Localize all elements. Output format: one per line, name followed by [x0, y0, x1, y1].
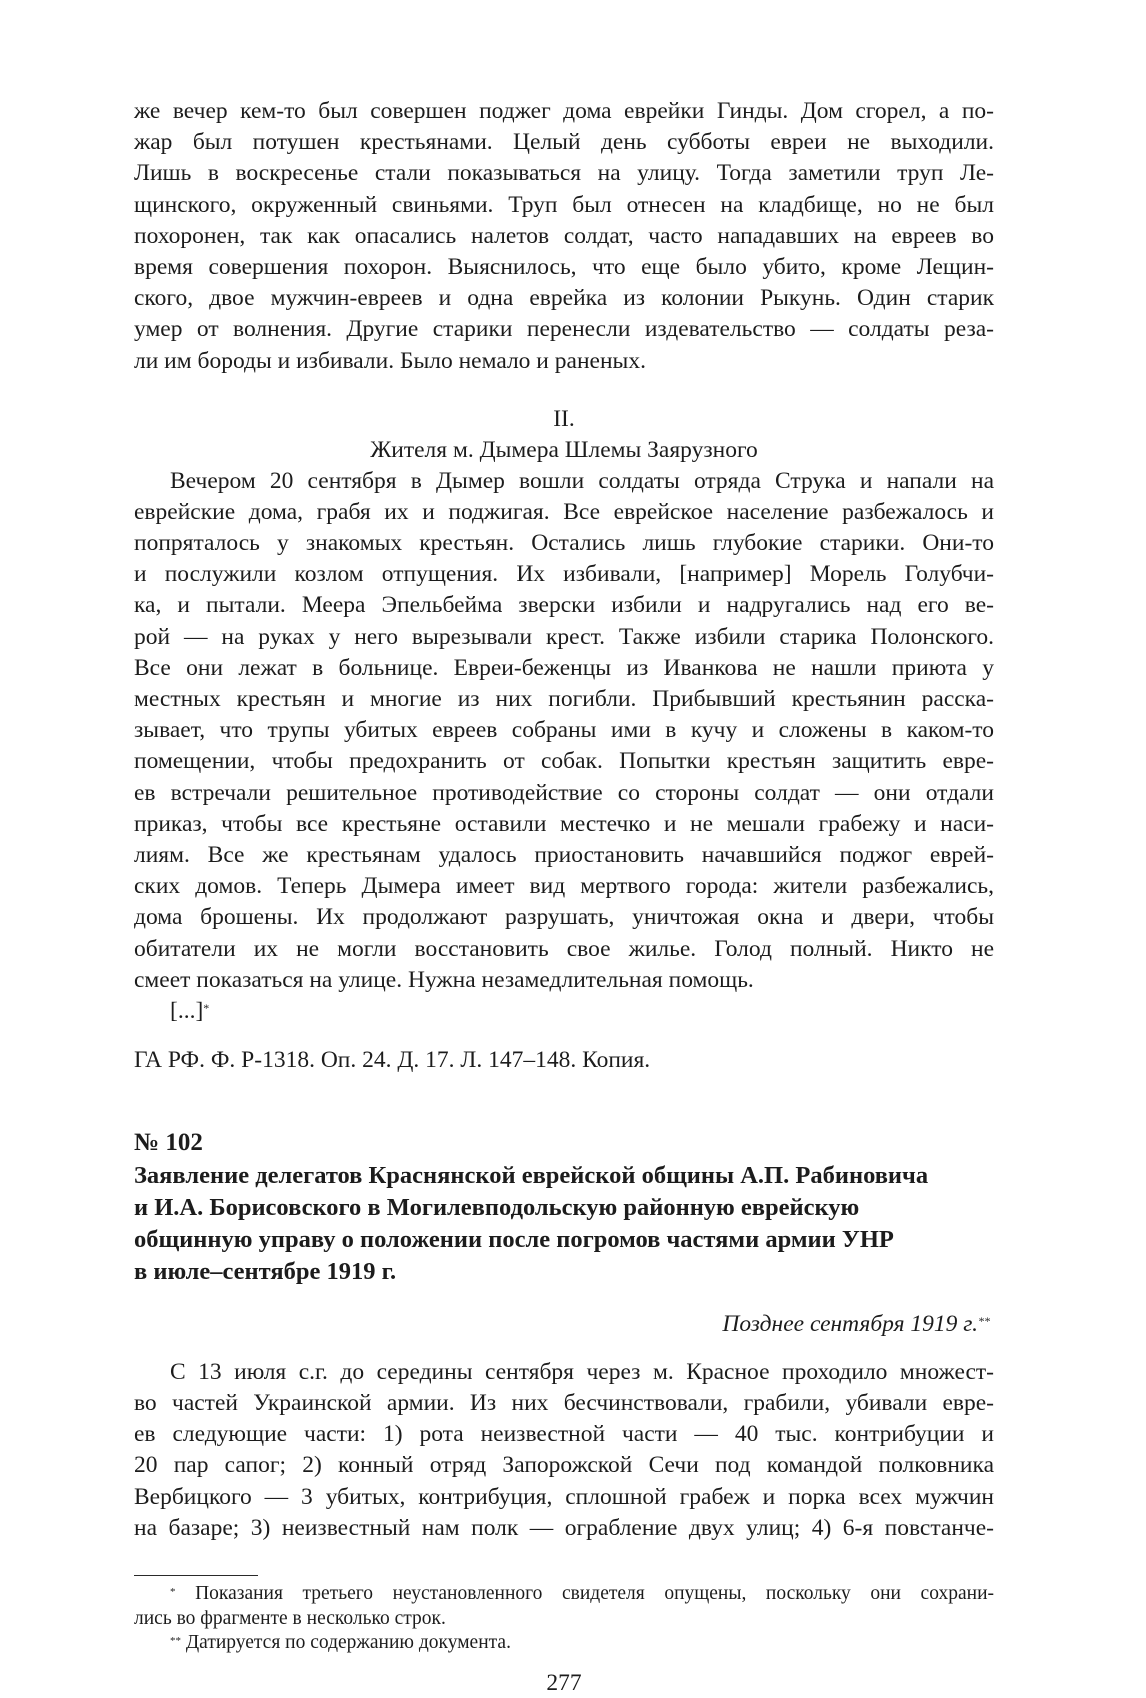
paragraph-document102 — [134, 1357, 994, 1544]
text-line: С 13 июля с.г. до середины сентября через м. Красное проходило множест- — [170, 1358, 994, 1385]
text-line: 20 пар сапог; 2) конный отряд Запорожской Сечи под командой полковника — [134, 1452, 994, 1479]
title-line: Заявление делегатов Краснянской еврейской общины А.П. Рабиновича — [134, 1161, 929, 1189]
document-title — [134, 1160, 994, 1288]
section-number: II. — [553, 405, 575, 432]
text-line: лиям. Все же крестьянам удалось приостановить начавшийся поджог еврей- — [134, 841, 994, 868]
title-line: в июле–сентябре 1919 г. — [134, 1257, 397, 1285]
footnote-line — [134, 1631, 994, 1656]
text-line: время совершения похорон. Выяснилось, что еще было убито, кроме Лещин- — [134, 253, 994, 280]
text-line: похоронен, так как опасались налетов солдат, часто нападавших на евреев во — [134, 222, 994, 249]
text-line: ка, и пытали. Меера Эпельбейма зверски избили и надругались над его ве- — [134, 592, 994, 619]
text-line: Все они лежат в больнице. Евреи-беженцы из Иванкова не нашли приюта у — [134, 654, 994, 681]
text-line: умер от волнения. Другие старики перенесли издевательство — солдаты реза- — [134, 316, 994, 343]
text-line: Вечером 20 сентября в Дымер вошли солдаты отряда Струка и напали на — [170, 467, 994, 494]
text-line: ских домов. Теперь Дымера имеет вид мертвого города: жители разбежались, — [134, 873, 994, 900]
text-line: рой — на руках у него вырезывали крест. Также избили старика Полонского. — [134, 623, 994, 650]
text-line: жар был потушен крестьянами. Целый день субботы евреи не выходили. — [134, 129, 994, 156]
text-line: зывает, что трупы убитых евреев собраны ими в кучу и сложены в каком-то — [134, 717, 994, 744]
footnote-line: лись во фрагменте в несколько строк. — [134, 1607, 446, 1629]
text-line: помещении, чтобы предохранить от собак. Попытки крестьян защитить евре- — [134, 748, 994, 775]
paragraph-section1-end — [134, 96, 994, 377]
footnote-text: Показания третьего неустановленного свидетеля опущены, поскольку они сохрани- — [195, 1583, 994, 1604]
text-line: местных крестьян и многие из них погибли. Прибывший крестьянин расска- — [134, 686, 994, 712]
text-line: попряталось у знакомых крестьян. Остались лишь глубокие старики. Они-то — [134, 530, 994, 557]
page-number: 277 — [546, 1669, 582, 1696]
footnote-line — [134, 1582, 994, 1607]
omission-marker — [134, 996, 994, 1027]
text-line: ев встречали решительное противодействие со стороны солдат — они отдали — [134, 779, 994, 806]
footnote-text: Датируется по содержанию документа. — [185, 1632, 511, 1653]
footnote-divider — [134, 1575, 258, 1576]
archive-source-reference: ГА РФ. Ф. Р-1318. Оп. 24. Д. 17. Л. 147–148. Копия. — [134, 1046, 651, 1073]
footnote-ref: ** — [978, 1313, 990, 1328]
paragraph-section2 — [134, 466, 994, 996]
omission-text: [...] — [170, 997, 204, 1024]
footnotes — [134, 1582, 994, 1656]
text-line: щинского, окруженный свиньями. Труп был отнесен на кладбище, но не был — [134, 191, 994, 218]
text-line: смеет показаться на улице. Нужна незамедлительная помощь. — [134, 966, 754, 993]
text-line: дома брошены. Их продолжают разрушать, уничтожая окна и двери, чтобы — [134, 904, 994, 931]
title-line: и И.А. Борисовского в Могилевподольскую районную еврейскую — [134, 1193, 860, 1221]
text-line: ев следующие части: 1) рота неизвестной части — 40 тыс. контрибуции и — [134, 1421, 994, 1448]
date-text: Позднее сентября 1919 г. — [722, 1310, 978, 1337]
document-number: № 102 — [134, 1128, 203, 1156]
text-line: Лишь в воскресенье стали показываться на улицу. Тогда заметили труп Ле- — [134, 160, 994, 187]
text-line: на базаре; 3) неизвестный нам полк — ограбление двух улиц; 4) 6-я повстанче- — [134, 1514, 994, 1541]
footnote-ref: * — [203, 1000, 210, 1015]
section-heading: Жителя м. Дымера Шлемы Заярузного — [370, 436, 758, 463]
title-line: общинную управу о положении после погромов частями армии УНР — [134, 1225, 894, 1253]
text-line: и послужили козлом отпущения. Их избивали, [например] Морель Голубчи- — [134, 561, 994, 588]
footnote-mark: * — [170, 1586, 176, 1598]
document-date — [134, 1309, 994, 1340]
text-line: еврейские дома, грабя их и поджигая. Все еврейское население разбежалось и — [134, 498, 994, 525]
text-line: во частей Украинской армии. Из них бесчинствовали, грабили, убивали евре- — [134, 1390, 994, 1417]
text-line: же вечер кем-то был совершен поджег дома еврейки Гинды. Дом сгорел, а по- — [134, 98, 994, 124]
text-line: ского, двое мужчин-евреев и одна еврейка из колонии Рыкунь. Один старик — [134, 285, 994, 312]
text-line: ли им бороды и избивали. Было немало и раненых. — [134, 347, 646, 374]
text-line: обитатели их не могли восстановить свое жилье. Голод полный. Никто не — [134, 935, 994, 962]
footnote-mark: ** — [170, 1635, 181, 1647]
text-line: приказ, чтобы все крестьяне оставили местечко и не мешали грабежу и наси- — [134, 810, 994, 837]
document-page — [134, 96, 994, 1698]
text-line: Вербицкого — 3 убитых, контрибуция, сплошной грабеж и порка всех мужчин — [134, 1483, 994, 1510]
